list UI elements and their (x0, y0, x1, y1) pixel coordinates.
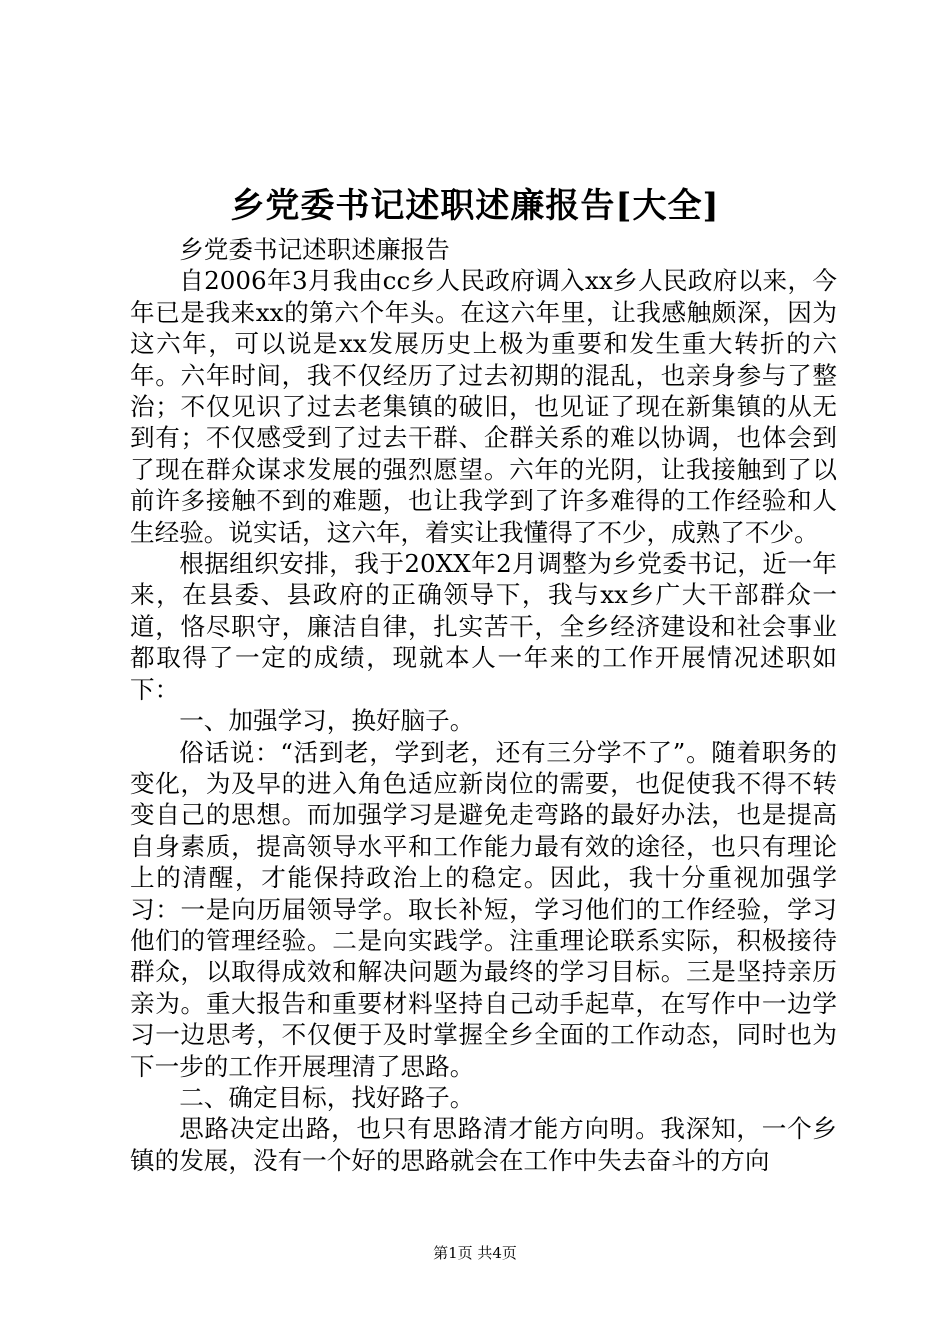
paragraph: 思路决定出路，也只有思路清才能方向明。我深知，一个乡镇的发展，没有一个好的思路就会在工作中失去奋斗的方向 (130, 1114, 837, 1175)
document-title: 乡党委书记述职述廉报告[大全] (230, 186, 720, 226)
paragraph: 自2006年3月我由cc乡人民政府调入xx乡人民政府以来，今年已是我来xx的第六个年头。在这六年里，让我感触颇深，因为这六年，可以说是xx发展历史上极为重要和发生重大转折的六年。六年时间，我不仅经历了过去初期的混乱，也亲身参与了整治；不仅见识了过去老集镇的破旧，也见证了现在新集镇的从无到有；不仅感受到了过去干群、企群关系的难以协调，也体会到了现在群众谋求发展的强烈愿望。六年的光阴，让我接触到了以前许多接触不到的难题，也让我学到了许多难得的工作经验和人生经验。说实话，这六年，着实让我懂得了不少，成熟了不少。 (130, 266, 837, 547)
paragraph: 根据组织安排，我于20XX年2月调整为乡党委书记，近一年来，在县委、县政府的正确领导下，我与xx乡广大干部群众一道，恪尽职守，廉洁自律，扎实苦干，全乡经济建设和社会事业都取得了一定的成绩，现就本人一年来的工作开展情况述职如下： (130, 549, 837, 704)
paragraph: 俗话说：“活到老，学到老，还有三分学不了”。随着职务的变化，为及早的进入角色适应新岗位的需要，也促使我不得不转变自己的思想。而加强学习是避免走弯路的最好办法，也是提高自身素质，提高领导水平和工作能力最有效的途径，也只有理论上的清醒，才能保持政治上的稳定。因此，我十分重视加强学习：一是向历届领导学。取长补短，学习他们的工作经验，学习他们的管理经验。二是向实践学。注重理论联系实际，积极接待群众，以取得成效和解决问题为最终的学习目标。三是坚持亲历亲为。重大报告和重要材料坚持自己动手起草，在写作中一边学习一边思考，不仅便于及时掌握全乡全面的工作动态，同时也为下一步的工作开展理清了思路。 (130, 737, 837, 1081)
section-heading: 二、确定目标，找好路子。 (179, 1082, 475, 1112)
section-heading: 一、加强学习，换好脑子。 (179, 706, 475, 736)
paragraph-subtitle: 乡党委书记述职述廉报告 (179, 235, 450, 264)
page-number-footer: 第1页 共4页 (433, 1244, 517, 1262)
document-body (130, 234, 837, 1176)
